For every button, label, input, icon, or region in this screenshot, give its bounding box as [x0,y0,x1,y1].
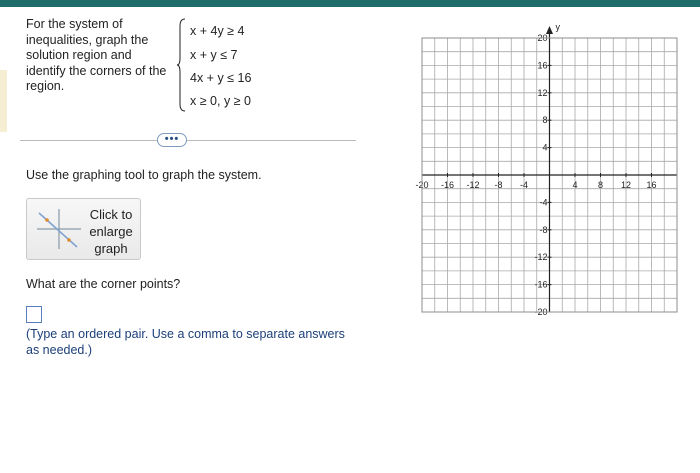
y-tick-label: -20 [534,307,548,317]
y-tick-label: 20 [537,33,548,43]
question-marker [0,70,7,132]
x-tick-label: -20 [415,180,429,190]
y-tick-label: 12 [537,87,548,98]
enlarge-graph-button[interactable] [26,198,141,260]
y-tick-label: -16 [534,279,548,290]
x-tick-label: 8 [597,180,604,190]
x-tick-label: 16 [646,180,657,190]
system-brace [176,18,186,112]
inequality-1: x + 4y ≥ 4 [190,24,245,38]
instruction-text: Use the graphing tool to graph the system. [26,168,262,182]
question-text: What are the corner points? [26,277,181,291]
y-tick-label: 8 [542,115,548,126]
inequality-2: x + y ≤ 7 [190,48,238,62]
y-tick-label: -4 [539,197,548,208]
y-tick-label: -12 [534,252,548,263]
section-divider [20,140,356,141]
x-tick-label: 4 [572,180,578,190]
answer-hint: (Type an ordered pair. Use a comma to separate answers as needed.) [26,327,345,357]
x-tick-label: -8 [494,180,503,190]
y-tick-label: -8 [539,224,548,235]
coordinate-graph[interactable] [410,20,685,320]
graph-canvas[interactable] [410,20,685,320]
x-tick-label: 12 [620,180,632,190]
graph-thumbnail-icon [33,205,85,253]
answer-input[interactable] [26,306,42,323]
y-tick-label: 4 [542,142,548,153]
inequality-4: x ≥ 0, y ≥ 0 [190,94,251,108]
y-tick-label: 16 [537,60,548,71]
y-axis-label: y [555,22,560,32]
x-tick-label: -12 [466,180,480,190]
inequality-3: 4x + y ≤ 16 [190,71,252,85]
x-tick-label: -16 [440,180,455,190]
more-options-button[interactable]: ••• [157,133,187,147]
top-bar [0,0,700,7]
enlarge-label: Click to enlarge graph [89,207,133,256]
problem-prompt: For the system of inequalities, graph the solution region and identify the corners of the region. [26,17,167,93]
x-tick-label: -4 [519,180,529,190]
